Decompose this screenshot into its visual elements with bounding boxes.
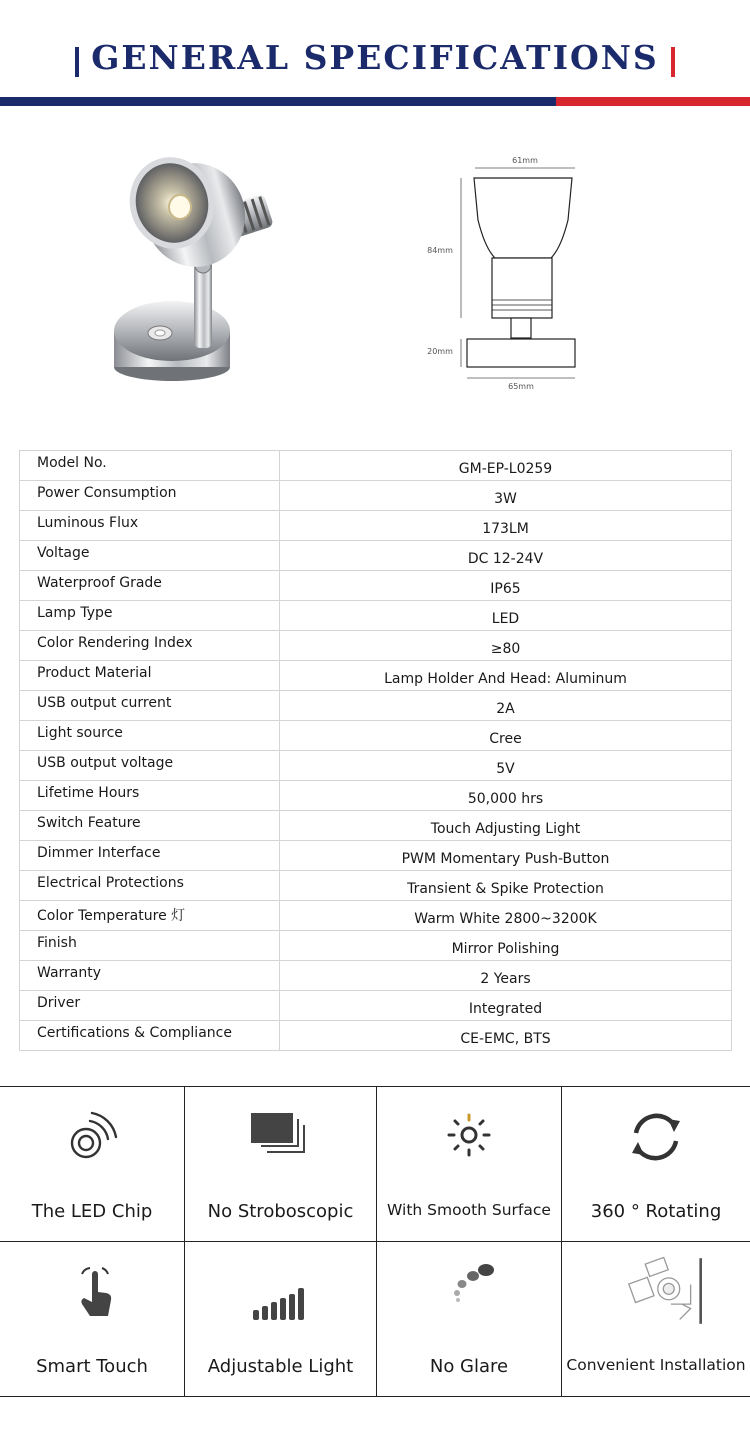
feature-no-glare: [376, 1242, 561, 1397]
feature-led-chip: [0, 1087, 184, 1242]
spec-row: [20, 571, 732, 601]
spec-row: [20, 721, 732, 751]
spec-row: [20, 511, 732, 541]
spec-row: [20, 601, 732, 631]
spec-label: Electrical Protections: [20, 871, 280, 901]
spec-row: [20, 931, 732, 961]
title-bar-left: [75, 47, 79, 77]
feature-label: Smart Touch: [36, 1356, 148, 1377]
spec-value: Mirror Polishing: [280, 931, 732, 961]
spec-label: Lifetime Hours: [20, 781, 280, 811]
feature-label: The LED Chip: [31, 1201, 153, 1222]
spec-value: Warm White 2800~3200K: [280, 901, 732, 931]
dimension-drawing: [415, 150, 605, 395]
feature-no-stroboscopic: [184, 1087, 376, 1242]
feature-label: 360 ° Rotating: [590, 1201, 722, 1222]
led-chip-icon: [60, 1105, 124, 1169]
spec-row: [20, 871, 732, 901]
spec-value: Integrated: [280, 991, 732, 1021]
dim-height: 84mm: [427, 246, 453, 255]
spec-row: [20, 781, 732, 811]
header: [0, 0, 750, 110]
spec-row: [20, 901, 732, 931]
spec-row: [20, 661, 732, 691]
spec-value: 2 Years: [280, 961, 732, 991]
feature-grid: [0, 1086, 750, 1397]
title-bar-right: [671, 47, 675, 77]
spec-value: 5V: [280, 751, 732, 781]
spec-label: Color Rendering Index: [20, 631, 280, 661]
spec-value: GM-EP-L0259: [280, 451, 732, 481]
feature-adjustable-light: [184, 1242, 376, 1397]
spec-label: Color Temperature 灯: [20, 901, 280, 931]
spec-label: Dimmer Interface: [20, 841, 280, 871]
spec-label: Certifications & Compliance: [20, 1021, 280, 1051]
spec-value: 50,000 hrs: [280, 781, 732, 811]
spec-value: CE-EMC, BTS: [280, 1021, 732, 1051]
header-stripe-blue: [0, 97, 556, 106]
spec-label: Warranty: [20, 961, 280, 991]
spec-table-body: [20, 451, 732, 1051]
spec-value: DC 12-24V: [280, 541, 732, 571]
header-stripe-red: [556, 97, 750, 106]
spec-label: Luminous Flux: [20, 511, 280, 541]
spec-label: USB output voltage: [20, 751, 280, 781]
feature-label: With Smooth Surface: [387, 1201, 551, 1219]
spec-value: Lamp Holder And Head: Aluminum: [280, 661, 732, 691]
smart-touch-icon: [60, 1260, 124, 1324]
spec-label: Driver: [20, 991, 280, 1021]
feature-rotating: [561, 1087, 750, 1242]
spec-row: [20, 691, 732, 721]
rotating-icon: [624, 1105, 688, 1169]
spec-value: Touch Adjusting Light: [280, 811, 732, 841]
dim-base-height: 20mm: [427, 347, 453, 356]
spec-value: 173LM: [280, 511, 732, 541]
spec-row: [20, 451, 732, 481]
spec-label: Finish: [20, 931, 280, 961]
no-stroboscopic-icon: [249, 1105, 313, 1169]
dim-top-width: 61mm: [512, 156, 538, 165]
spec-value: 2A: [280, 691, 732, 721]
spec-row: [20, 481, 732, 511]
spec-label: Lamp Type: [20, 601, 280, 631]
spec-row: [20, 1021, 732, 1051]
spec-value: LED: [280, 601, 732, 631]
feature-installation: [561, 1242, 750, 1397]
no-glare-icon: [437, 1260, 501, 1324]
dim-base-width: 65mm: [508, 382, 534, 391]
spec-value: PWM Momentary Push-Button: [280, 841, 732, 871]
feature-label: Adjustable Light: [207, 1356, 354, 1377]
product-photo: [100, 135, 290, 410]
feature-row-1: [0, 1087, 750, 1242]
spec-value: 3W: [280, 481, 732, 511]
spec-table: [19, 450, 732, 1051]
feature-smart-touch: [0, 1242, 184, 1397]
feature-smooth-surface: [376, 1087, 561, 1242]
spec-row: [20, 841, 732, 871]
spec-label: Product Material: [20, 661, 280, 691]
feature-label: No Glare: [429, 1356, 509, 1377]
spec-row: [20, 811, 732, 841]
installation-icon: [618, 1256, 702, 1326]
spec-value: ≥80: [280, 631, 732, 661]
feature-label: No Stroboscopic: [207, 1201, 354, 1222]
spec-label: Switch Feature: [20, 811, 280, 841]
spec-value: Transient & Spike Protection: [280, 871, 732, 901]
spec-label: Model No.: [20, 451, 280, 481]
spec-label: Waterproof Grade: [20, 571, 280, 601]
spec-row: [20, 751, 732, 781]
title-wrap: [0, 36, 750, 80]
spec-label: Power Consumption: [20, 481, 280, 511]
spec-value: IP65: [280, 571, 732, 601]
spec-label: USB output current: [20, 691, 280, 721]
spec-value: Cree: [280, 721, 732, 751]
adjustable-light-icon: [249, 1260, 313, 1324]
spec-row: [20, 631, 732, 661]
spec-row: [20, 961, 732, 991]
smooth-surface-icon: [437, 1105, 501, 1169]
feature-row-2: [0, 1242, 750, 1397]
spec-label: Voltage: [20, 541, 280, 571]
spec-label: Light source: [20, 721, 280, 751]
feature-label: Convenient Installation: [566, 1356, 746, 1374]
spec-row: [20, 541, 732, 571]
spec-row: [20, 991, 732, 1021]
page-title: GENERAL SPECIFICATIONS: [91, 38, 659, 77]
